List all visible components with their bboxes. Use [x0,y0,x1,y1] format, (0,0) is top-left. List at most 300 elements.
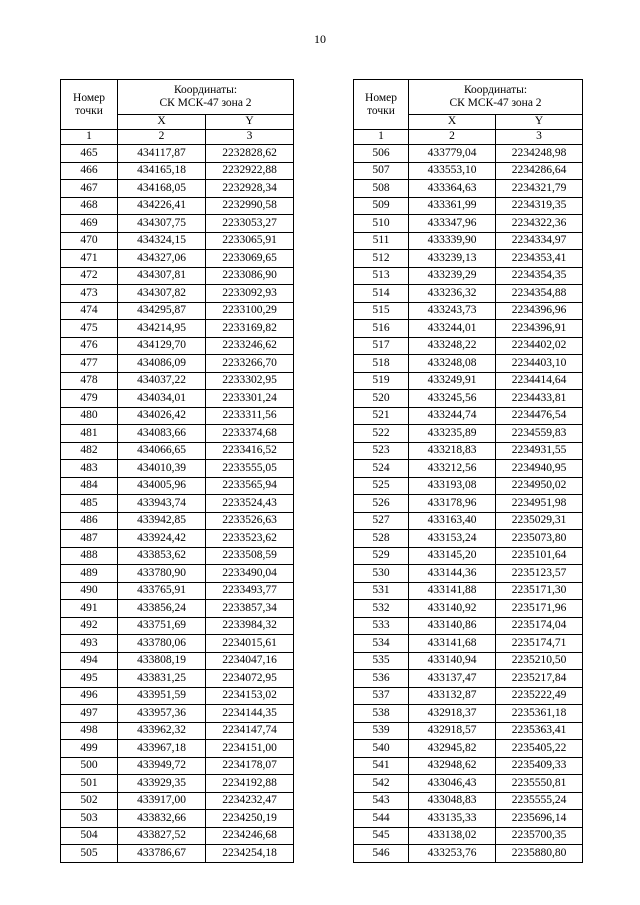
cell-y: 2235029,31 [496,512,583,530]
cell-x: 434307,75 [118,215,206,233]
table-row [61,425,294,443]
table-row [354,162,583,180]
cell-y: 2234254,18 [206,845,294,863]
cell-x: 433163,40 [409,512,496,530]
cell-y: 2233065,91 [206,232,294,250]
cell-y: 2234414,64 [496,372,583,390]
cell-point-number: 506 [354,145,409,163]
cell-point-number: 527 [354,512,409,530]
table-row [61,722,294,740]
cell-y: 2235363,41 [496,722,583,740]
table-row [61,320,294,338]
cell-y: 2234178,07 [206,757,294,775]
column-index: 1 [354,130,409,145]
cell-y: 2232828,62 [206,145,294,163]
cell-y: 2234319,35 [496,197,583,215]
cell-x: 433942,85 [118,512,206,530]
cell-y: 2234476,54 [496,407,583,425]
cell-y: 2235217,84 [496,670,583,688]
cell-x: 433244,74 [409,407,496,425]
table-row [61,180,294,198]
cell-y: 2232990,58 [206,197,294,215]
cell-x: 434034,01 [118,390,206,408]
table-row [61,372,294,390]
cell-point-number: 510 [354,215,409,233]
cell-y: 2234940,95 [496,460,583,478]
cell-y: 2235696,14 [496,810,583,828]
table-row [61,600,294,618]
table-row [61,285,294,303]
cell-y: 2234396,96 [496,302,583,320]
cell-point-number: 490 [61,582,118,600]
cell-y: 2234559,83 [496,425,583,443]
cell-x: 433239,29 [409,267,496,285]
cell-point-number: 538 [354,705,409,723]
cell-y: 2234250,19 [206,810,294,828]
table-row [354,635,583,653]
cell-point-number: 512 [354,250,409,268]
cell-x: 433132,87 [409,687,496,705]
cell-point-number: 499 [61,740,118,758]
column-index: 2 [409,130,496,145]
cell-point-number: 541 [354,757,409,775]
table-row [354,460,583,478]
cell-point-number: 516 [354,320,409,338]
cell-y: 2232928,34 [206,180,294,198]
cell-point-number: 495 [61,670,118,688]
cell-x: 433943,74 [118,495,206,513]
cell-y: 2235073,80 [496,530,583,548]
column-index: 1 [61,130,118,145]
table-row [354,337,583,355]
table-row [61,512,294,530]
cell-point-number: 530 [354,565,409,583]
cell-x: 433244,01 [409,320,496,338]
cell-point-number: 486 [61,512,118,530]
header-x: X [118,115,206,130]
cell-point-number: 485 [61,495,118,513]
cell-point-number: 540 [354,740,409,758]
table-row [354,565,583,583]
cell-y: 2234322,36 [496,215,583,233]
table-row [354,320,583,338]
cell-x: 434307,82 [118,285,206,303]
cell-x: 432918,57 [409,722,496,740]
cell-point-number: 544 [354,810,409,828]
cell-y: 2234950,02 [496,477,583,495]
cell-y: 2233565,94 [206,477,294,495]
table-row [61,617,294,635]
cell-point-number: 487 [61,530,118,548]
cell-x: 434010,39 [118,460,206,478]
cell-y: 2233493,77 [206,582,294,600]
cell-point-number: 515 [354,302,409,320]
cell-y: 2234151,00 [206,740,294,758]
cell-y: 2233526,63 [206,512,294,530]
cell-point-number: 524 [354,460,409,478]
cell-x: 433248,22 [409,337,496,355]
table-row [354,390,583,408]
cell-point-number: 472 [61,267,118,285]
cell-point-number: 500 [61,757,118,775]
cell-point-number: 505 [61,845,118,863]
table-row [61,652,294,670]
cell-point-number: 520 [354,390,409,408]
cell-y: 2234232,47 [206,792,294,810]
header-y: Y [496,115,583,130]
cell-x: 433137,47 [409,670,496,688]
header-x: X [409,115,496,130]
header-coordinates-line2: СК МСК-47 зона 2 [159,97,252,109]
table-row [61,670,294,688]
cell-y: 2234072,95 [206,670,294,688]
table-row [61,267,294,285]
table-row [61,792,294,810]
cell-y: 2234321,79 [496,180,583,198]
table-row [61,390,294,408]
cell-x: 433141,68 [409,635,496,653]
cell-x: 433239,13 [409,250,496,268]
cell-y: 2234015,61 [206,635,294,653]
cell-y: 2235174,04 [496,617,583,635]
table-row [354,757,583,775]
cell-y: 2233086,90 [206,267,294,285]
table-row [61,495,294,513]
cell-y: 2234951,98 [496,495,583,513]
cell-x: 433245,56 [409,390,496,408]
cell-y: 2234396,91 [496,320,583,338]
table-row [61,215,294,233]
cell-x: 434117,87 [118,145,206,163]
cell-point-number: 518 [354,355,409,373]
cell-point-number: 532 [354,600,409,618]
cell-y: 2233508,59 [206,547,294,565]
cell-x: 433924,42 [118,530,206,548]
cell-x: 434214,95 [118,320,206,338]
cell-x: 434129,70 [118,337,206,355]
cell-x: 433929,35 [118,775,206,793]
cell-x: 433138,02 [409,827,496,845]
cell-x: 433957,36 [118,705,206,723]
cell-y: 2233246,62 [206,337,294,355]
cell-point-number: 482 [61,442,118,460]
cell-point-number: 470 [61,232,118,250]
cell-y: 2235700,35 [496,827,583,845]
table-row [354,302,583,320]
cell-x: 433827,52 [118,827,206,845]
cell-point-number: 543 [354,792,409,810]
cell-x: 433193,08 [409,477,496,495]
table-row [61,687,294,705]
page-number: 10 [314,32,326,46]
table-row [354,232,583,250]
table-row [354,687,583,705]
table-row [354,355,583,373]
cell-y: 2234354,35 [496,267,583,285]
cell-y: 2233053,27 [206,215,294,233]
cell-x: 434005,96 [118,477,206,495]
header-point-number: Номер точки [354,80,409,130]
table-row [61,145,294,163]
table-row [354,547,583,565]
header-coordinates-line1: Координаты: [173,84,238,96]
cell-point-number: 503 [61,810,118,828]
cell-point-number: 507 [354,162,409,180]
table-row [61,162,294,180]
cell-y: 2235210,50 [496,652,583,670]
cell-point-number: 497 [61,705,118,723]
cell-y: 2234246,68 [206,827,294,845]
cell-y: 2234334,97 [496,232,583,250]
table-row [61,460,294,478]
cell-x: 434083,66 [118,425,206,443]
table-row [354,285,583,303]
cell-x: 433856,24 [118,600,206,618]
table-row [354,845,583,863]
cell-x: 434226,41 [118,197,206,215]
cell-point-number: 465 [61,145,118,163]
cell-y: 2235123,57 [496,565,583,583]
cell-y: 2235171,96 [496,600,583,618]
cell-point-number: 488 [61,547,118,565]
table-row [354,495,583,513]
cell-point-number: 496 [61,687,118,705]
cell-x: 433135,33 [409,810,496,828]
cell-y: 2233169,82 [206,320,294,338]
cell-point-number: 508 [354,180,409,198]
cell-y: 2233416,52 [206,442,294,460]
cell-point-number: 522 [354,425,409,443]
cell-point-number: 480 [61,407,118,425]
cell-y: 2233523,62 [206,530,294,548]
cell-x: 433853,62 [118,547,206,565]
cell-point-number: 511 [354,232,409,250]
coordinates-table-left [60,79,294,863]
cell-point-number: 523 [354,442,409,460]
table-row [354,722,583,740]
table-row [61,337,294,355]
table-body-right [354,145,583,863]
cell-x: 434324,15 [118,232,206,250]
cell-point-number: 466 [61,162,118,180]
cell-y: 2234354,88 [496,285,583,303]
column-index: 3 [496,130,583,145]
cell-point-number: 479 [61,390,118,408]
cell-y: 2235405,22 [496,740,583,758]
cell-x: 433243,73 [409,302,496,320]
table-row [61,197,294,215]
cell-y: 2235171,30 [496,582,583,600]
cell-y: 2233524,43 [206,495,294,513]
cell-x: 433951,59 [118,687,206,705]
cell-x: 434165,18 [118,162,206,180]
cell-y: 2233555,05 [206,460,294,478]
cell-point-number: 502 [61,792,118,810]
cell-y: 2233490,04 [206,565,294,583]
table-row [61,845,294,863]
cell-point-number: 484 [61,477,118,495]
cell-y: 2235409,33 [496,757,583,775]
table-row [354,197,583,215]
cell-x: 432918,37 [409,705,496,723]
table-row [354,827,583,845]
cell-x: 433218,83 [409,442,496,460]
cell-y: 2235101,64 [496,547,583,565]
cell-point-number: 483 [61,460,118,478]
cell-y: 2233092,93 [206,285,294,303]
cell-x: 433178,96 [409,495,496,513]
table-row [61,740,294,758]
cell-x: 433144,36 [409,565,496,583]
table-row [61,547,294,565]
cell-y: 2233984,32 [206,617,294,635]
cell-point-number: 481 [61,425,118,443]
header-coordinates-line1: Координаты: [463,84,528,96]
cell-point-number: 531 [354,582,409,600]
cell-x: 433786,67 [118,845,206,863]
cell-point-number: 536 [354,670,409,688]
cell-y: 2234931,55 [496,442,583,460]
cell-x: 433212,56 [409,460,496,478]
cell-point-number: 467 [61,180,118,198]
cell-point-number: 509 [354,197,409,215]
cell-x: 433339,90 [409,232,496,250]
table-row [354,740,583,758]
cell-point-number: 469 [61,215,118,233]
cell-x: 433751,69 [118,617,206,635]
cell-point-number: 494 [61,652,118,670]
cell-y: 2235880,80 [496,845,583,863]
table-row [61,407,294,425]
cell-point-number: 528 [354,530,409,548]
cell-point-number: 539 [354,722,409,740]
cell-y: 2235361,18 [496,705,583,723]
cell-y: 2233302,95 [206,372,294,390]
table-row [354,250,583,268]
cell-point-number: 517 [354,337,409,355]
table-row [61,477,294,495]
cell-y: 2234147,74 [206,722,294,740]
cell-point-number: 519 [354,372,409,390]
cell-x: 433553,10 [409,162,496,180]
cell-y: 2234047,16 [206,652,294,670]
cell-y: 2235222,49 [496,687,583,705]
cell-point-number: 504 [61,827,118,845]
cell-point-number: 489 [61,565,118,583]
cell-x: 433780,90 [118,565,206,583]
cell-y: 2235174,71 [496,635,583,653]
cell-x: 433967,18 [118,740,206,758]
header-coordinates [409,80,583,115]
table-row [354,582,583,600]
cell-point-number: 491 [61,600,118,618]
table-row [354,600,583,618]
table-row [354,442,583,460]
table-row [354,705,583,723]
cell-point-number: 493 [61,635,118,653]
cell-point-number: 545 [354,827,409,845]
cell-x: 433962,32 [118,722,206,740]
cell-x: 433364,63 [409,180,496,198]
cell-point-number: 546 [354,845,409,863]
cell-x: 433046,43 [409,775,496,793]
table-row [354,810,583,828]
table-row [354,775,583,793]
cell-point-number: 521 [354,407,409,425]
cell-y: 2234153,02 [206,687,294,705]
cell-y: 2234192,88 [206,775,294,793]
cell-x: 433808,19 [118,652,206,670]
cell-x: 433236,32 [409,285,496,303]
header-coordinates [118,80,294,115]
cell-y: 2234402,02 [496,337,583,355]
cell-y: 2235555,24 [496,792,583,810]
cell-point-number: 477 [61,355,118,373]
cell-point-number: 525 [354,477,409,495]
cell-x: 434037,22 [118,372,206,390]
cell-y: 2235550,81 [496,775,583,793]
cell-x: 434026,42 [118,407,206,425]
cell-x: 433153,24 [409,530,496,548]
cell-x: 433347,96 [409,215,496,233]
cell-point-number: 492 [61,617,118,635]
cell-y: 2233069,65 [206,250,294,268]
table-row [354,512,583,530]
table-row [354,267,583,285]
table-row [354,215,583,233]
cell-x: 433949,72 [118,757,206,775]
table-row [61,635,294,653]
cell-y: 2234248,98 [496,145,583,163]
cell-x: 433235,89 [409,425,496,443]
cell-x: 433831,25 [118,670,206,688]
cell-point-number: 468 [61,197,118,215]
table-row [61,565,294,583]
cell-point-number: 498 [61,722,118,740]
header-coordinates-line2: СК МСК-47 зона 2 [449,97,542,109]
cell-x: 433248,08 [409,355,496,373]
table-row [354,407,583,425]
cell-point-number: 542 [354,775,409,793]
cell-point-number: 535 [354,652,409,670]
cell-y: 2234353,41 [496,250,583,268]
cell-x: 434086,09 [118,355,206,373]
table-body-left [61,145,294,863]
cell-y: 2234403,10 [496,355,583,373]
header-y: Y [206,115,294,130]
cell-x: 434295,87 [118,302,206,320]
table-row [61,827,294,845]
cell-x: 432948,62 [409,757,496,775]
table-row [354,652,583,670]
cell-x: 433048,83 [409,792,496,810]
cell-point-number: 478 [61,372,118,390]
cell-x: 433141,88 [409,582,496,600]
cell-y: 2234433,81 [496,390,583,408]
column-index: 3 [206,130,294,145]
table-row [61,530,294,548]
cell-x: 434327,06 [118,250,206,268]
cell-x: 433140,86 [409,617,496,635]
cell-x: 434307,81 [118,267,206,285]
cell-x: 433249,91 [409,372,496,390]
table-row [61,810,294,828]
cell-point-number: 474 [61,302,118,320]
cell-point-number: 534 [354,635,409,653]
table-row [354,530,583,548]
cell-x: 434066,65 [118,442,206,460]
cell-y: 2233266,70 [206,355,294,373]
